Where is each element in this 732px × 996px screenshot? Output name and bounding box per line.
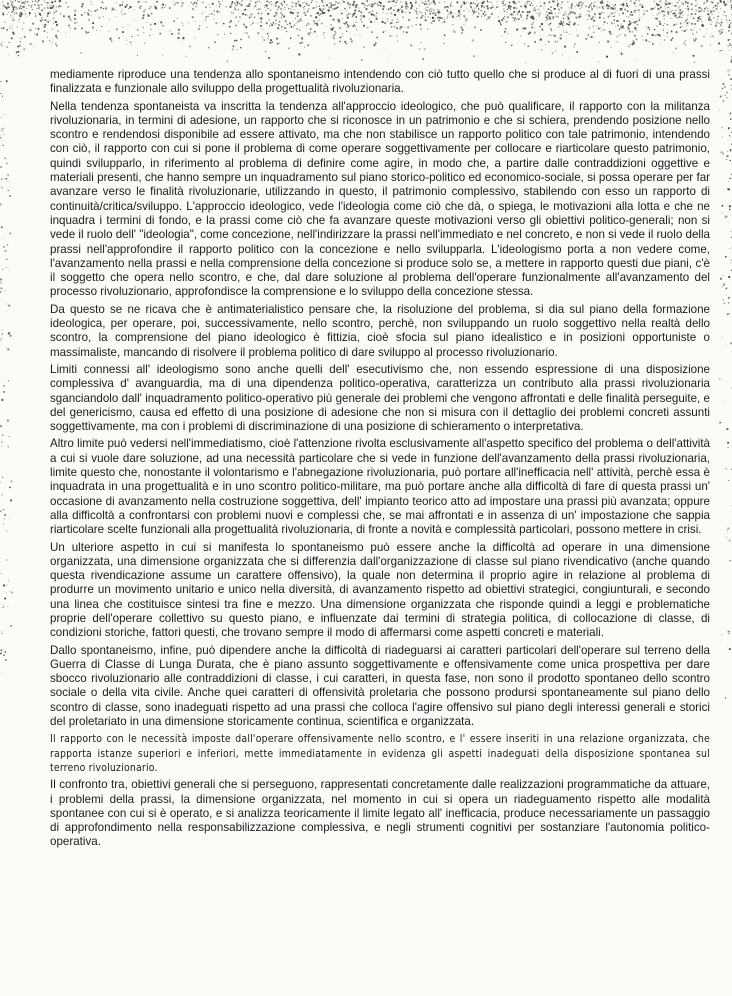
paragraph-3: Da questo se ne ricava che è antimaterialistico pensare che, la risoluzione del problema, si dia sul piano della formazione ideologica, per operare, poi, successivamente, nello scontro, perchè, non sviluppando un ruolo soggettivo nella realtà dello scontro, la comprensione del piano ideologico è fittizia, cioè sfocia sul piano idealistico e in posizioni opportuniste o massimaliste, mancando di risolvere il problema politico di dare sviluppo al processo rivoluzionario. bbox=[50, 302, 710, 359]
paragraph-9: Il confronto tra, obiettivi generali che si perseguono, rappresentati concretamente dalle realizzazioni programmatiche da attuare, i problemi della prassi, la dimensione organizzata, nel momento in cui si opera un riadeguamento rispetto alle modalità spontanee con cui si è operato, e si analizza teoricamente il limite legato all' inefficacia, produce necessariamente un passaggio di approfondimento nella responsabilizzazione complessiva, e negli strumenti cognitivi per sostanziare l'autonomia politico-operativa. bbox=[50, 778, 710, 849]
paragraph-5: Altro limite può vedersi nell'immediatismo, cioè l'attenzione rivolta esclusivamente all'aspetto specifico del problema o dell'attività a cui si vuole dare soluzione, ad una necessità particolare che si vede in funzione dell'avanzamento della prassi rivoluzionaria, limite questo che, nonostante il volontarismo e l'abnegazione rivoluzionaria, può portare all'inefficacia nell' attività, perchè essa è inquadrata in una progettualità e in uno scontro politico-militare, ma può portare anche alla difficoltà di fare di questa prassi un' occasione di avanzamento nella costruzione soggettiva, dell' impianto teorico atto ad impostare una prassi più avanzata; oppure alla difficoltà a confrontarsi con problemi nuovi e complessi che, se mai affrontati e in assenza di un' impostazione che sappia riarticolare scelte funzionali alla progettualità rivoluzionaria, di fronte a novità e complessità particolari, possono mettere in crisi. bbox=[50, 437, 710, 537]
paragraph-1: mediamente riproduce una tendenza allo spontaneismo intendendo con ciò tutto quello che si produce al di fuori di una prassi finalizzata e funzionale allo sviluppo della progettualità rivoluzionaria. bbox=[50, 68, 710, 96]
paragraph-2: Nella tendenza spontaneista va inscritta la tendenza all'approccio ideologico, che può qualificare, il rapporto con la militanza rivoluzionaria, in termini di adesione, un rapporto che si riconosce in un patrimonio e che si schiera, prendendo posizione nello scontro e rendendosi disponibile ad essere attivato, ma che non stabilisce un rapporto politico con tale patrimonio, intendendo con ciò, il rapporto con cui si pone il problema di come operare soggettivamente per collocare e riarticolare questo patrimonio, quindi svilupparlo, in riferimento al problema di definire come agire, in modo che, a partire dalle contraddizioni oggettive e materiali presenti, che hanno sempre un inquadramento sul piano storico-politico ed economico-sociale, si possa operare per far avanzare verso le finalità rivoluzionarie, utilizzando in questo, il patrimonio complessivo, stabilendo con esso un rapporto di continuità/critica/sviluppo. L'approccio ideologico, vede l'ideologia come ciò che dà, o spiega, le motivazioni alla lotta e che ne inquadra i termini di fondo, e la prassi come ciò che fa avanzare queste motivazioni verso gli obiettivi politico-generali; non si vede il ruolo dell' "ideologia", come concezione, nell'indirizzare la prassi nell'immediato e nel concreto, e non si vede il ruolo della prassi nell'approfondire il rapporto politico con la concezione e nello svilupparla. L'ideologismo porta a non vedere come, l'avanzamento nella prassi e nella comprensione della concezione si produce solo se, a mettere in rapporto questi due piani, c'è il soggetto che opera nello scontro, e che, dal dare soluzione al problema dell'operare funzionalmente all'avanzamento del processo rivoluzionario, approfondisce la comprensione e lo sviluppo della concezione stessa. bbox=[50, 99, 710, 299]
paragraph-7: Dallo spontaneismo, infine, può dipendere anche la difficoltà di riadeguarsi ai caratteri particolari dell'operare sul terreno della Guerra di Classe di Lunga Durata, che è piano assunto soggettivamente e offensivamente come unica prospettiva per dare sbocco rivoluzionario alle contraddizioni di classe, i cui caratteri, in questa fase, non sono il prodotto spontaneo dello scontro sociale o della vita civile. Anche quei caratteri di offensività proletaria che possono prodursi spontaneamente sul piano dello scontro di classe, sono inadeguati rispetto ad una prassi che colloca l'agire offensivo sul piano degli interessi generali e storici del proletariato in una dimensione storicamente continua, scientifica e organizzata. bbox=[50, 643, 710, 729]
document-body bbox=[50, 68, 710, 853]
paragraph-4: Limiti connessi all' ideologismo sono anche quelli dell' esecutivismo che, non essendo espressione di una disposizione complessiva d' avanguardia, ma di una dipendenza politico-operativa, caratterizza un contributo alla prassi rivoluzionaria sganciandolo dall' inquadramento politico-operativo più generale dei problemi che vengono affrontati e delle finalità perseguite, e del genericismo, causa ed effetto di una posizione di adesione che non si misura con il dettaglio dei problemi concreti assunti soggettivamente, ma con i problemi di discriminazione di una posizione di schieramento o interpretativa. bbox=[50, 362, 710, 434]
scan-noise-right bbox=[712, 0, 732, 700]
scan-noise-left bbox=[0, 80, 16, 680]
paragraph-6: Un ulteriore aspetto in cui si manifesta lo spontaneismo può essere anche la difficoltà ad operare in una dimensione organizzata, una dimensione organizzata che si differenzia dall'organizzazione di classe sul piano rivendicativo (anche quando questa rivendicazione assume un carattere offensivo), la quale non determina il proprio agire in relazione al problema di produrre un movimento unitario e unico nella diversità, di avanzamento rispetto ad obiettivi strategici, congiunturali, e secondo una linea che costituisce sintesi tra fine e mezzo. Una dimensione organizzata che risponde quindi a leggi e problematiche proprie dell'operare collettivo su questo piano, e influenzate dai termini di strategia politica, di collocazione di classe, di condizioni storiche, fattori questi, che trovano sempre il modo di affermarsi come aspetti concreti e materiali. bbox=[50, 540, 710, 640]
paragraph-8: Il rapporto con le necessità imposte dall'operare offensivamente nello scontro, e l' essere inseriti in una relazione organizzata, che rapporta istanze superiori e inferiori, mette immediatamente in evidenza gli aspetti inadeguati della disposizione spontanea sul terreno rivoluzionario. bbox=[50, 733, 710, 774]
